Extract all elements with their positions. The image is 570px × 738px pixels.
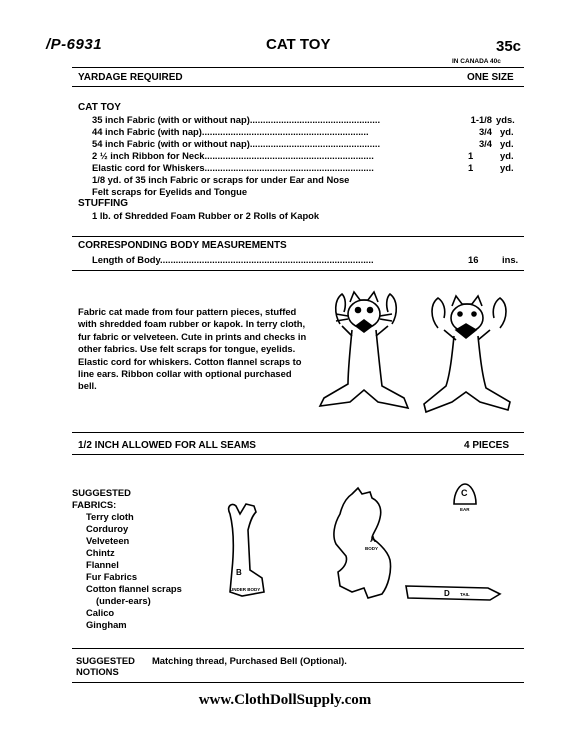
cat-toy-heading: CAT TOY (78, 102, 121, 113)
fabric-item: Corduroy (86, 523, 129, 534)
yardage-line: 54 inch Fabric (with or without nap).................................................. (92, 138, 381, 149)
piece-count: 4 PIECES (464, 440, 510, 451)
fabric-item: Velveteen (86, 535, 130, 546)
yardage-amount: 3/4 (478, 138, 492, 149)
pattern-piece-d (404, 582, 504, 604)
notions-heading: SUGGESTED (76, 655, 135, 666)
piece-d-letter: D (444, 589, 450, 598)
cat-illustration-front (312, 290, 412, 420)
cat-illustration-back (416, 292, 516, 418)
divider (72, 454, 524, 455)
piece-a-label: BODY (365, 546, 379, 551)
yardage-unit: yd. (500, 138, 514, 149)
measurement-value: 16 (468, 254, 479, 265)
fabrics-heading: SUGGESTED (72, 487, 131, 498)
pattern-piece-b (222, 500, 282, 600)
notions-heading: NOTIONS (76, 666, 119, 677)
fabrics-heading: FABRICS: (72, 499, 117, 510)
extra-fabric-line: 1/8 yd. of 35 inch Fabric or scraps for under Ear and Nose (92, 174, 350, 185)
fabric-item: (under-ears) (96, 595, 151, 606)
pattern-number: /P-6931 (46, 36, 103, 53)
divider (72, 236, 524, 237)
divider (72, 648, 524, 649)
fabric-item: Cotton flannel scraps (86, 583, 182, 594)
yardage-line: Elastic cord for Whiskers................................................................. (92, 162, 374, 173)
measurement-line: Length of Body.................................................................................. (92, 254, 374, 265)
yardage-amount: 3/4 (478, 126, 492, 137)
yardage-line: 44 inch Fabric (with nap)................................................................ (92, 126, 369, 137)
yardage-amount: 1 (468, 150, 474, 161)
fabric-item: Gingham (86, 619, 127, 630)
yardage-unit: yd. (500, 126, 514, 137)
website-footer: www.ClothDollSupply.com (198, 692, 372, 708)
fabric-item: Terry cloth (86, 511, 134, 522)
piece-a-letter: A (370, 535, 376, 544)
measurement-unit: ins. (502, 254, 519, 265)
yardage-line: 35 inch Fabric (with or without nap).................................................. (92, 114, 381, 125)
yardage-unit: yds. (496, 114, 515, 125)
pattern-title: CAT TOY (266, 36, 331, 53)
piece-c-label: EAR (460, 507, 470, 512)
canada-price: IN CANADA 40c (452, 58, 501, 65)
description: Fabric cat made from four pattern pieces, stuffed with shredded foam rubber or kapok. In terry cloth, fur fabric or velveteen. Cute in prints and checks in other fabrics. Use felt scraps for tongue, eyelids. Elastic cord for whiskers. Cotton flannel scraps to line ears. Ribbon collar with optional purchased bell. (78, 306, 307, 392)
yardage-unit: yd. (500, 150, 514, 161)
yardage-line: 2 ½ inch Ribbon for Neck................................................................. (92, 150, 374, 161)
piece-b-letter: B (236, 568, 242, 577)
yardage-amount: 1 (468, 162, 474, 173)
seam-allowance: 1/2 INCH ALLOWED FOR ALL SEAMS (78, 440, 256, 451)
piece-c-letter: C (461, 488, 468, 498)
size-label: ONE SIZE (467, 72, 514, 83)
yardage-heading: YARDAGE REQUIRED (78, 72, 183, 83)
stuffing-line: 1 lb. of Shredded Foam Rubber or 2 Rolls of Kapok (92, 210, 320, 221)
piece-d-label: TAIL (460, 592, 470, 597)
yardage-unit: yd. (500, 162, 514, 173)
piece-b-label: UNDER BODY (230, 587, 261, 592)
fabric-item: Fur Fabrics (86, 571, 138, 582)
measurements-heading: CORRESPONDING BODY MEASUREMENTS (78, 240, 287, 251)
divider (72, 67, 524, 68)
notions-text: Matching thread, Purchased Bell (Optional). (152, 655, 347, 666)
fabric-item: Calico (86, 607, 115, 618)
stuffing-heading: STUFFING (78, 198, 128, 209)
pattern-piece-a (322, 488, 402, 604)
fabric-item: Flannel (86, 559, 119, 570)
divider (72, 682, 524, 683)
yardage-amount: 1-1/8 (470, 114, 492, 125)
fabric-item: Chintz (86, 547, 115, 558)
divider (72, 432, 524, 433)
felt-line: Felt scraps for Eyelids and Tongue (92, 186, 248, 197)
divider (72, 270, 524, 271)
divider (72, 86, 524, 87)
pattern-price: 35c (496, 38, 522, 55)
